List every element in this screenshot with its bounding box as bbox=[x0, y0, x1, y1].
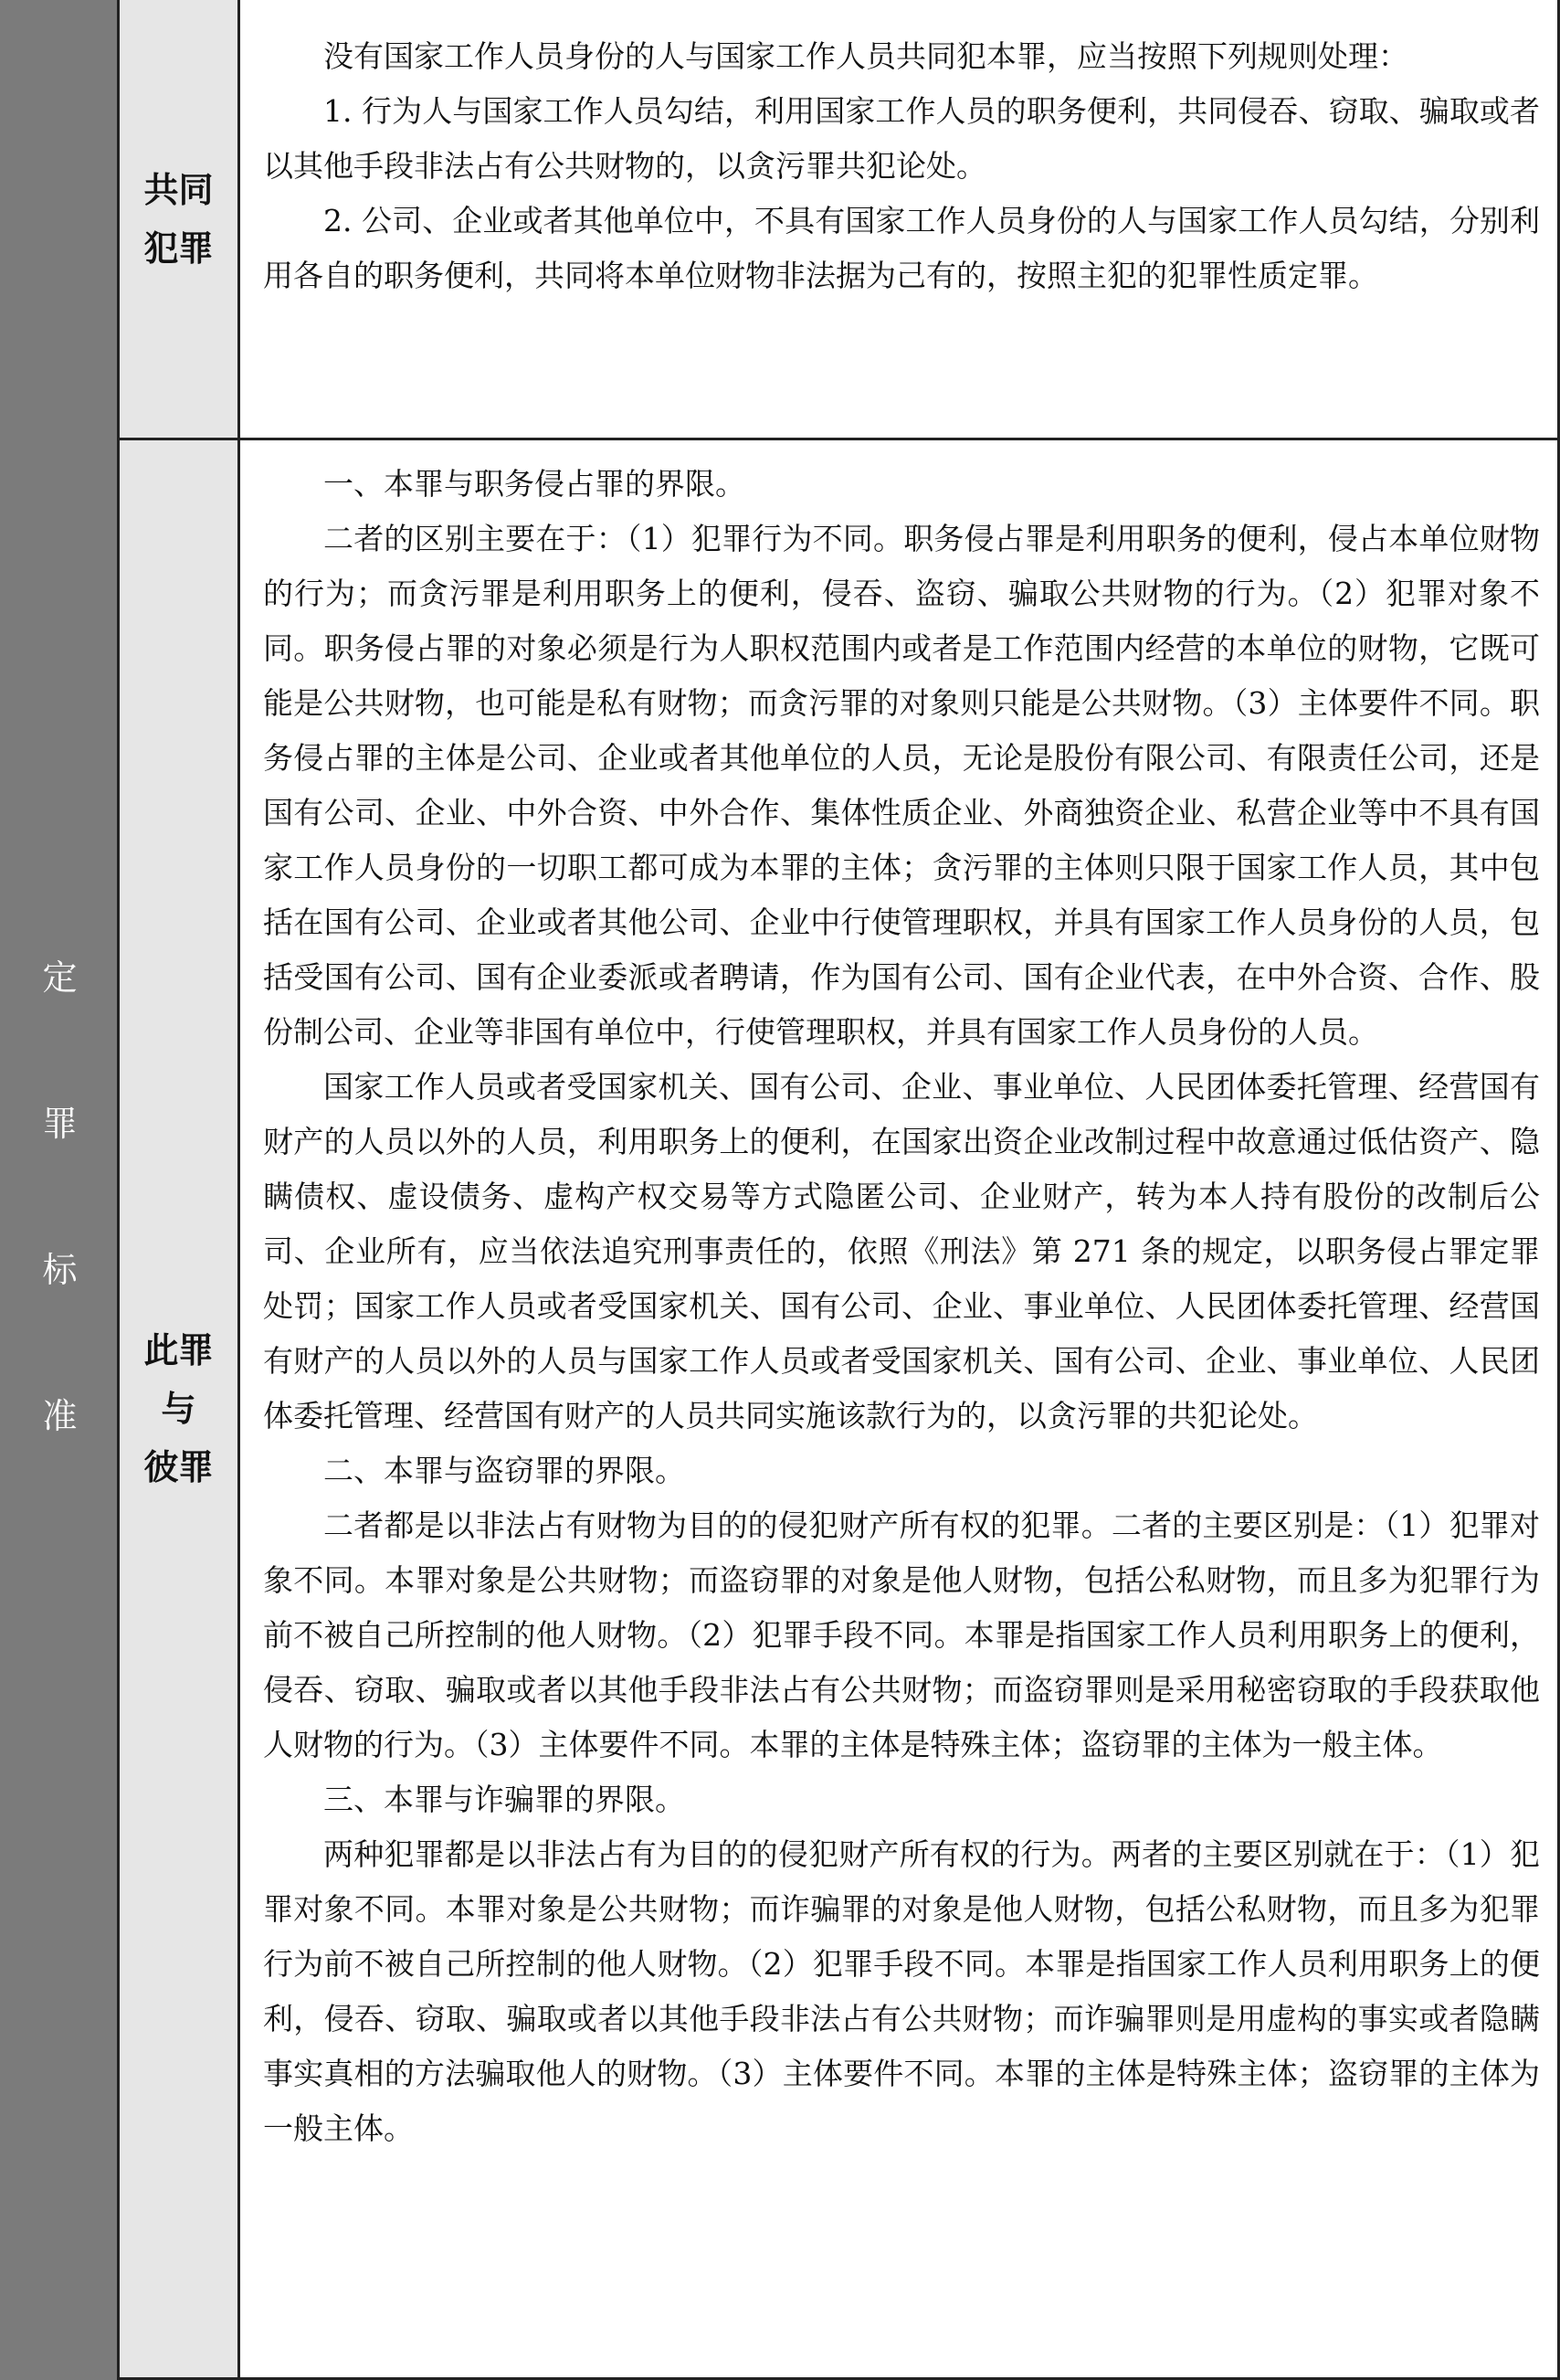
category-label: 与 bbox=[161, 1389, 196, 1429]
paragraph: 2. 公司、企业或者其他单位中，不具有国家工作人员身份的人与国家工作人员勾结，分别利用各自的职务便利，共同将本单位财物非法据为己有的，按照主犯的犯罪性质定罪。 bbox=[263, 203, 1540, 293]
side-label-char: 标 bbox=[42, 1250, 78, 1290]
paragraph: 一、本罪与职务侵占罪的界限。 bbox=[323, 466, 745, 502]
content-cell bbox=[240, 0, 1560, 438]
paragraph: 两种犯罪都是以非法占有为目的的侵犯财产所有权的行为。两者的主要区别就在于：（1）犯罪对象不同。本罪对象是公共财物；而诈骗罪的对象是他人财物，包括公私财物，而且多为犯罪行为前不被自己所控制的他人财物。（2）犯罪手段不同。本罪是指国家工作人员利用职务上的便利，侵吞、窃取、骗取或者以其他手段非法占有公共财物；而诈骗罪则是用虚构的事实或者隐瞒事实真相的方法骗取他人的财物。（3）主体要件不同。本罪的主体是特殊主体；盗窃罪的主体为一般主体。 bbox=[263, 1836, 1540, 2146]
paragraph: 国家工作人员或者受国家机关、国有公司、企业、事业单位、人民团体委托管理、经营国有财产的人员以外的人员，利用职务上的便利，在国家出资企业改制过程中故意通过低估资产、隐瞒债权、虚设债务、虚构产权交易等方式隐匿公司、企业财产，转为本人持有股份的改制后公司、企业所有，应当依法追究刑事责任的，依照《刑法》第 271 条的规定，以职务侵占罪定罪处罚；国家工作人员或者受国家机关、国有公司、企业、事业单位、人民团体委托管理、经营国有财产的人员以外的人员与国家工作人员或者受国家机关、国有公司、企业、事业单位、人民团体委托管理、经营国有财产的人员共同实施该款行为的，以贪污罪的共犯论处。 bbox=[263, 1069, 1540, 1433]
paragraph: 二、本罪与盗窃罪的界限。 bbox=[323, 1453, 685, 1488]
category-cell bbox=[120, 0, 240, 438]
table-row-joint-crime bbox=[120, 0, 1560, 440]
category-cell bbox=[120, 440, 240, 2377]
side-column bbox=[0, 0, 120, 2380]
table-row-this-crime-vs-other bbox=[120, 440, 1560, 2380]
paragraph: 二者的区别主要在于：（1）犯罪行为不同。职务侵占罪是利用职务的便利，侵占本单位财物的行为；而贪污罪是利用职务上的便利，侵吞、盗窃、骗取公共财物的行为。（2）犯罪对象不同。职务侵占罪的对象必须是行为人职权范围内或者是工作范围内经营的本单位的财物，它既可能是公共财物，也可能是私有财物；而贪污罪的对象则只能是公共财物。（3）主体要件不同。职务侵占罪的主体是公司、企业或者其他单位的人员，无论是股份有限公司、有限责任公司，还是国有公司、企业、中外合资、中外合作、集体性质企业、外商独资企业、私营企业等中不具有国家工作人员身份的一切职工都可成为本罪的主体；贪污罪的主体则只限于国家工作人员，其中包括在国有公司、企业或者其他公司、企业中行使管理职权，并具有国家工作人员身份的人员，包括受国有公司、国有企业委派或者聘请，作为国有公司、国有企业代表，在中外合资、合作、股份制公司、企业等非国有单位中，行使管理职权，并具有国家工作人员身份的人员。 bbox=[263, 521, 1540, 1050]
paragraph: 没有国家工作人员身份的人与国家工作人员共同犯本罪，应当按照下列规则处理： bbox=[323, 38, 1408, 74]
category-label: 彼罪 bbox=[143, 1447, 214, 1487]
side-label-char: 定 bbox=[42, 957, 78, 998]
category-label: 犯罪 bbox=[143, 227, 214, 269]
category-label: 共同 bbox=[143, 169, 214, 210]
side-label-char: 罪 bbox=[42, 1104, 78, 1144]
category-label: 此罪 bbox=[143, 1330, 214, 1370]
content-cell bbox=[240, 440, 1560, 2377]
side-label-char: 准 bbox=[42, 1396, 78, 1436]
paragraph: 二者都是以非法占有财物为目的的侵犯财产所有权的犯罪。二者的主要区别是：（1）犯罪对象不同。本罪对象是公共财物；而盗窃罪的对象是他人财物，包括公私财物，而且多为犯罪行为前不被自己所控制的他人财物。（2）犯罪手段不同。本罪是指国家工作人员利用职务上的便利，侵吞、窃取、骗取或者以其他手段非法占有公共财物；而盗窃罪则是采用秘密窃取的手段获取他人财物的行为。（3）主体要件不同。本罪的主体是特殊主体；盗窃罪的主体为一般主体。 bbox=[263, 1507, 1540, 1762]
paragraph: 1. 行为人与国家工作人员勾结，利用国家工作人员的职务便利，共同侵吞、窃取、骗取或者以其他手段非法占有公共财物的，以贪污罪共犯论处。 bbox=[263, 93, 1540, 184]
paragraph: 三、本罪与诈骗罪的界限。 bbox=[323, 1782, 685, 1817]
side-label bbox=[0, 904, 120, 1489]
